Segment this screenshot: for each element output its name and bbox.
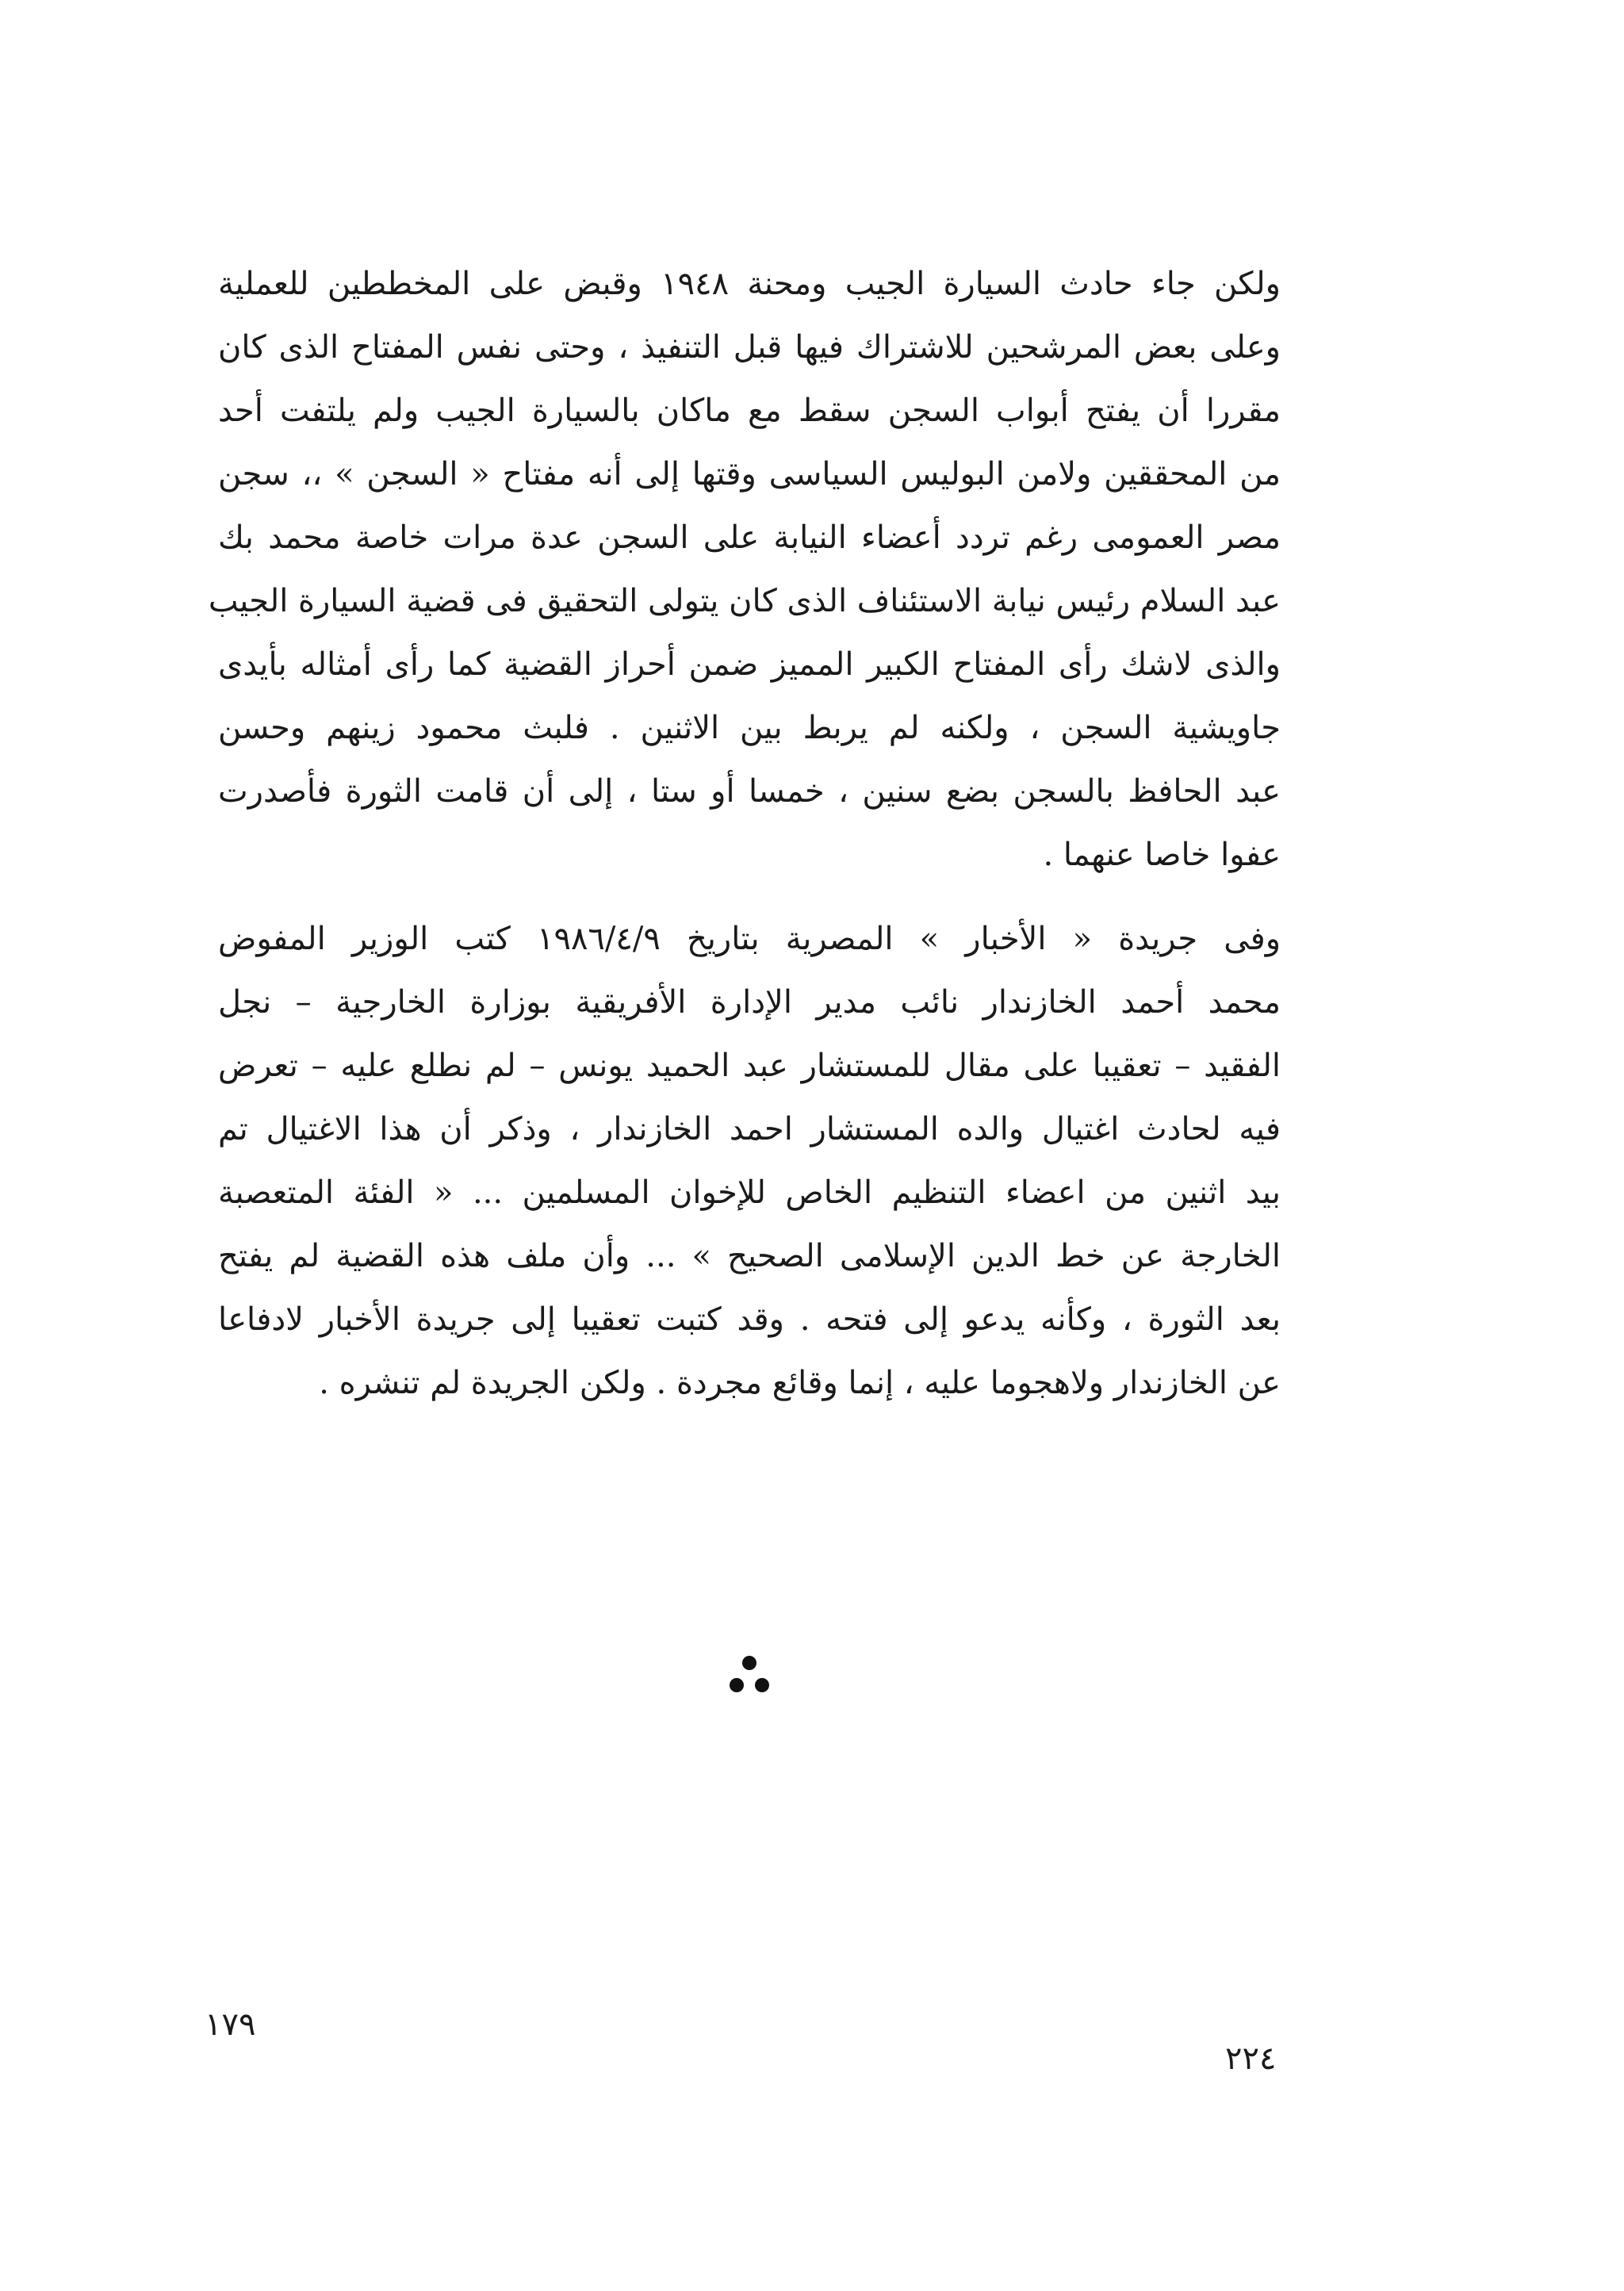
ornament-dot <box>742 1656 756 1670</box>
paragraph-2 <box>218 907 1281 1415</box>
text-line: بعد الثورة ، وكأنه يدعو إلى فتحه . وقد كتبت تعقيبا إلى جريدة الأخبار لادفاعا <box>218 1301 1281 1338</box>
page-number-right: ٢٢٤ <box>1225 2040 1277 2077</box>
text-line: بيد اثنين من اعضاء التنظيم الخاص للإخوان المسلمين ... « الفئة المتعصبة <box>218 1174 1281 1211</box>
text-line: والذى لاشك رأى المفتاح الكبير المميز ضمن أحراز القضية كما رأى أمثاله بأيدى <box>218 646 1281 683</box>
text-line: مقررا أن يفتح أبواب السجن سقط مع ماكان بالسيارة الجيب ولم يلتفت أحد <box>218 393 1281 429</box>
text-line: عن الخازندار ولاهجوما عليه ، إنما وقائع مجردة . ولكن الجريدة لم تنشره . <box>319 1365 1281 1401</box>
text-line: عفوا خاصا عنهما . <box>1043 837 1281 873</box>
text-line: محمد أحمد الخازندار نائب مدير الإدارة الأفريقية بوزارة الخارجية – نجل <box>218 984 1281 1021</box>
text-line: وفى جريدة « الأخبار » المصرية بتاريخ ١٩٨٦/٤/٩ كتب الوزير المفوض <box>218 921 1281 957</box>
text-line: عبد الحافظ بالسجن بضع سنين ، خمسا أو ستا ، إلى أن قامت الثورة فأصدرت <box>218 773 1281 810</box>
three-dot-ornament-icon <box>722 1656 777 1703</box>
text-line: مصر العمومى رغم تردد أعضاء النيابة على السجن عدة مرات خاصة محمد بك <box>218 519 1281 556</box>
text-line: من المحققين ولامن البوليس السياسى وقتها إلى أنه مفتاح « السجن » ،، سجن <box>218 456 1281 492</box>
ornament-dot <box>730 1678 744 1692</box>
text-line: وعلى بعض المرشحين للاشتراك فيها قبل التنفيذ ، وحتى نفس المفتاح الذى كان <box>218 329 1281 366</box>
ornament-dot <box>755 1678 769 1692</box>
text-line: الفقيد – تعقيبا على مقال للمستشار عبد الحميد يونس – لم نطلع عليه – تعرض <box>218 1048 1281 1084</box>
page-number-left: ١٧٩ <box>205 2006 256 2043</box>
text-line: الخارجة عن خط الدين الإسلامى الصحيح » ... وأن ملف هذه القضية لم يفتح <box>218 1238 1281 1274</box>
text-line: عبد السلام رئيس نيابة الاستئناف الذى كان يتولى التحقيق فى قضية السيارة الجيب <box>208 583 1281 619</box>
text-line: ولكن جاء حادث السيارة الجيب ومحنة ١٩٤٨ وقبض على المخططين للعملية <box>218 266 1281 302</box>
text-line: جاويشية السجن ، ولكنه لم يربط بين الاثنين . فلبث محمود زينهم وحسن <box>218 710 1281 746</box>
text-line: فيه لحادث اغتيال والده المستشار احمد الخازندار ، وذكر أن هذا الاغتيال تم <box>218 1111 1281 1147</box>
paragraph-1 <box>208 252 1281 887</box>
body-text <box>208 252 1281 1415</box>
